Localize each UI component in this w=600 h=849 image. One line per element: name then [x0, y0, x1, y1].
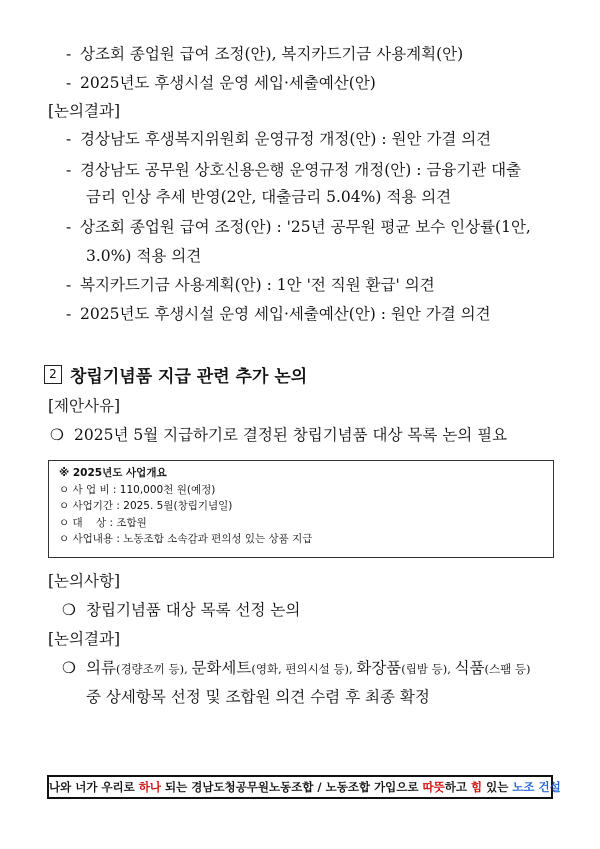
overview-row: ㅇ 사 업 비 : 110,000천 원(예정)	[59, 483, 216, 496]
circle-bullet-icon: ❍	[62, 659, 76, 677]
proposal-heading: [제안사유]	[48, 397, 120, 415]
result-item: - 2025년도 후생시설 운영 세입·세출예산(안) : 원안 가결 의견	[66, 305, 491, 323]
overview-row: ㅇ 대 상 : 조합원	[59, 516, 147, 529]
overview-row: ㅇ 사업내용 : 노동조합 소속감과 편의성 있는 상품 지급	[59, 533, 313, 546]
result-heading: [논의결과]	[48, 102, 120, 120]
result-item: - 복지카드기금 사용계획(안) : 1안 '전 직원 환급' 의견	[66, 276, 435, 294]
result-item: - 상조회 종업원 급여 조정(안) : '25년 공무원 평균 보수 인상률(1안,	[66, 218, 531, 236]
circle-bullet-icon: ❍	[62, 601, 76, 619]
footer-banner: 나와 너가 우리로 하나 되는 경남도청공무원노동조합 / 노동조합 가입으로 따뜻하고 힘 있는 노조 건설	[47, 775, 553, 799]
result2-item-continued: 중 상세항목 선정 및 조합원 의견 수렴 후 최종 확정	[86, 688, 430, 706]
overview-row: ㅇ 사업기간 : 2025. 5월(창립기념일)	[59, 500, 233, 513]
overview-box	[48, 460, 554, 558]
result-item: - 경상남도 공무원 상호신용은행 운영규정 개정(안) : 금융기관 대출	[66, 161, 522, 179]
result2-heading: [논의결과]	[48, 630, 120, 648]
top-item: - 2025년도 후생시설 운영 세입·세출예산(안)	[66, 74, 376, 92]
result2-item: ❍ 의류(경량조끼 등), 문화세트(영화, 편의시설 등), 화장품(립밤 등), 식품(스팸 등)	[62, 659, 531, 677]
result-item: - 경상남도 후생복지위원회 운영규정 개정(안) : 원안 가결 의견	[66, 130, 492, 148]
discussion-item: ❍ 창립기념품 대상 목록 선정 논의	[62, 601, 301, 619]
circle-bullet-icon: ❍	[50, 426, 64, 444]
proposal-item: ❍ 2025년 5월 지급하기로 결정된 창립기념품 대상 목록 논의 필요	[50, 426, 508, 444]
section-title-text: 창립기념품 지급 관련 추가 논의	[70, 367, 308, 387]
overview-title: ※ 2025년도 사업개요	[59, 467, 167, 479]
discussion-heading: [논의사항]	[48, 572, 120, 590]
result-item-continued: 금리 인상 추세 반영(2안, 대출금리 5.04%) 적용 의견	[86, 188, 452, 206]
section-title	[44, 362, 307, 387]
section-number-box: 2	[44, 365, 62, 384]
top-item: - 상조회 종업원 급여 조정(안), 복지카드기금 사용계획(안)	[66, 45, 464, 63]
result-item-continued: 3.0%) 적용 의견	[86, 247, 202, 265]
